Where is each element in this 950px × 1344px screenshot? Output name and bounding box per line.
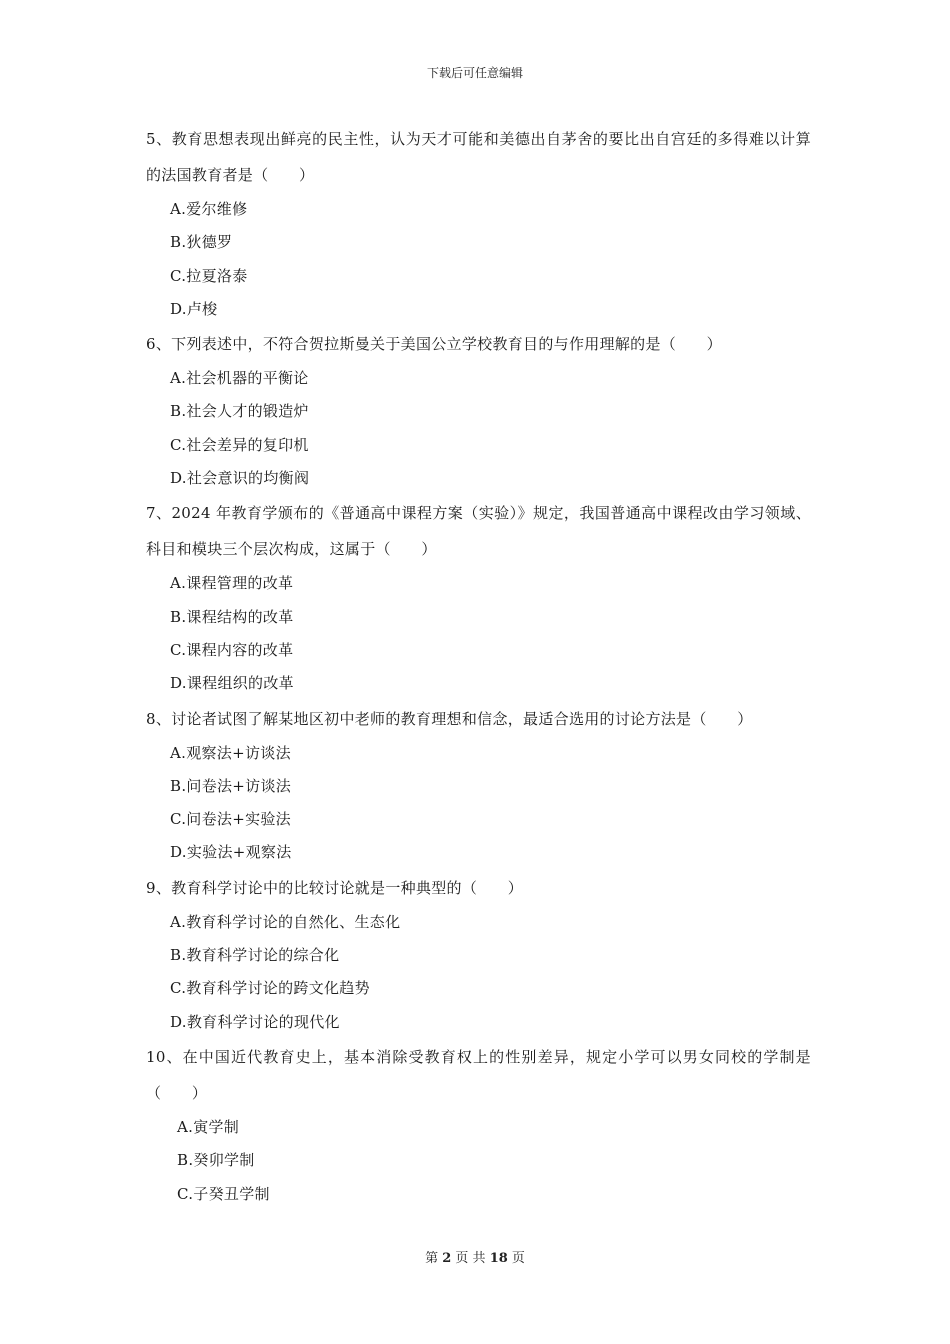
- option-a: A.社会机器的平衡论: [170, 369, 309, 388]
- question-list: [0, 121, 950, 1211]
- question-10: [0, 1039, 950, 1211]
- question-8: [0, 701, 950, 870]
- option-d: D.课程组织的改革: [170, 674, 294, 693]
- option-c: C.社会差异的复印机: [170, 435, 309, 454]
- footer-middle: 页 共: [455, 1251, 486, 1266]
- option-c: C.拉夏洛泰: [170, 266, 248, 285]
- question-stem: 10、在中国近代教育史上，基本消除受教育权上的性别差异，规定小学可以男女同校的学制是（ ）: [146, 1047, 811, 1102]
- footer-suffix: 页: [511, 1251, 525, 1266]
- option-d: D.卢梭: [170, 299, 218, 318]
- question-7: [0, 495, 950, 700]
- option-c: C.课程内容的改革: [170, 640, 294, 659]
- total-pages: 18: [489, 1251, 508, 1266]
- option-b: B.课程结构的改革: [170, 607, 294, 626]
- option-a: A.教育科学讨论的自然化、生态化: [170, 912, 401, 931]
- option-d: D.社会意识的均衡阀: [170, 469, 310, 488]
- question-stem: 8、讨论者试图了解某地区初中老师的教育理想和信念，最适合选用的讨论方法是（ ）: [146, 709, 753, 728]
- option-b: B.社会人才的锻造炉: [170, 402, 309, 421]
- page-footer: [0, 1247, 950, 1266]
- question-5: [0, 121, 950, 326]
- option-b: B.狄德罗: [170, 233, 233, 252]
- option-a: A.寅学制: [177, 1117, 240, 1136]
- question-stem: 7、2024 年教育学颁布的《普通高中课程方案（实验）》规定，我国普通高中课程改由学习领域、科目和模块三个层次构成，这属于（ ）: [146, 504, 811, 559]
- option-d: D.实验法+观察法: [170, 843, 292, 862]
- option-c: C.问卷法+实验法: [170, 810, 291, 829]
- question-6: [0, 326, 950, 495]
- question-stem: 6、下列表述中，不符合贺拉斯曼关于美国公立学校教育目的与作用理解的是（ ）: [146, 335, 722, 354]
- option-c: C.教育科学讨论的跨文化趋势: [170, 979, 370, 998]
- page-number: 2: [442, 1251, 452, 1266]
- page-header: 下载后可任意编辑: [426, 66, 523, 80]
- option-a: A.观察法+访谈法: [170, 743, 291, 762]
- question-stem: 5、教育思想表现出鲜亮的民主性，认为天才可能和美德出自茅舍的要比出自宫廷的多得难以计算的法国教育者是（ ）: [146, 130, 811, 184]
- footer-prefix: 第: [425, 1251, 439, 1266]
- question-9: [0, 870, 950, 1039]
- option-b: B.教育科学讨论的综合化: [170, 946, 340, 965]
- option-c: C.子癸丑学制: [177, 1184, 270, 1203]
- option-b: B.问卷法+访谈法: [170, 776, 292, 795]
- option-d: D.教育科学讨论的现代化: [170, 1012, 340, 1031]
- option-a: A.课程管理的改革: [170, 574, 294, 593]
- question-stem: 9、教育科学讨论中的比较讨论就是一种典型的（ ）: [146, 878, 524, 897]
- option-b: B.癸卯学制: [177, 1151, 255, 1170]
- option-a: A.爱尔维修: [170, 200, 248, 218]
